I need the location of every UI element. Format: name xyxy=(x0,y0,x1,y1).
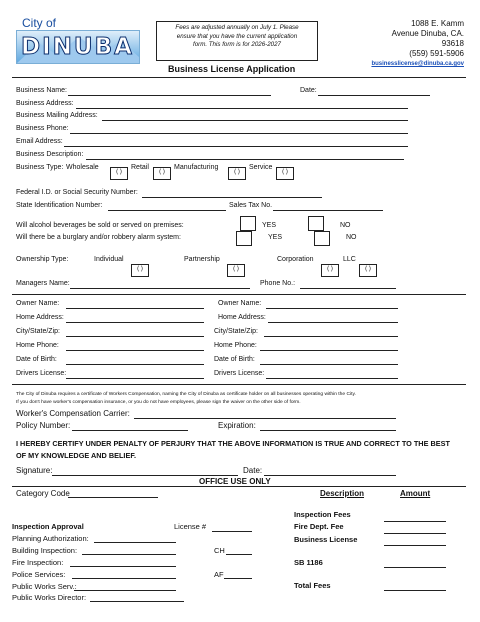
owner2-dob-field[interactable] xyxy=(260,364,398,365)
fee-notice-line: form. This form is for 2026-2027 xyxy=(192,41,282,48)
office-use-title: OFFICE USE ONLY xyxy=(199,477,271,486)
ownership-corporation-label: Corporation xyxy=(277,256,314,263)
ownership-partnership-label: Partnership xyxy=(184,256,220,263)
page-title: Business License Application xyxy=(168,64,296,74)
amount-header: Amount xyxy=(400,489,431,498)
signature-date-label: Date: xyxy=(243,466,263,475)
sb-1186-amount[interactable] xyxy=(384,567,446,568)
workers-comp-notice-line: The City of Dinuba requires a certificate of Workers Compensation, naming the City of Dinuba as certificate holder on all businesses operating within the City. xyxy=(16,392,356,397)
type-manufacturing-label: Manufacturing xyxy=(174,164,219,171)
business-description-field[interactable] xyxy=(86,159,404,160)
certification-line: OF MY KNOWLEDGE AND BELIEF. xyxy=(16,451,136,460)
alcohol-yes-checkbox[interactable] xyxy=(240,216,256,231)
police-services-label: Police Services: xyxy=(12,570,66,579)
owner2-city-state-zip-label: City/State/Zip: xyxy=(214,328,258,335)
fire-inspection-field[interactable] xyxy=(70,566,176,567)
owner1-city-state-zip-field[interactable] xyxy=(66,336,204,337)
public-works-director-field[interactable] xyxy=(90,601,184,602)
email-address-label: Email Address: xyxy=(16,138,63,145)
logo-city-text: City of xyxy=(22,16,57,30)
certification-statement xyxy=(16,438,450,462)
ownership-corporation-checkbox[interactable]: ( ) xyxy=(321,264,339,277)
type-service-checkbox[interactable]: ( ) xyxy=(276,167,294,180)
date-field[interactable] xyxy=(318,95,430,96)
type-service-label: Service xyxy=(249,164,273,171)
business-name-field[interactable] xyxy=(68,95,271,96)
planning-authorization-label: Planning Authorization: xyxy=(12,534,89,543)
owner1-home-address-field[interactable] xyxy=(66,322,204,323)
workers-comp-carrier-field[interactable] xyxy=(134,418,396,419)
federal-id-field[interactable] xyxy=(142,197,322,198)
alarm-yes-label: YES xyxy=(268,234,283,241)
alcohol-no-label: NO xyxy=(340,222,351,229)
owner1-home-address-label: Home Address: xyxy=(16,314,64,321)
sales-tax-label: Sales Tax No. xyxy=(229,202,273,209)
ch-field[interactable] xyxy=(226,554,252,555)
business-phone-field[interactable] xyxy=(70,133,408,134)
ownership-type-label: Ownership Type: xyxy=(16,256,69,263)
owner2-city-state-zip-field[interactable] xyxy=(264,336,398,337)
state-id-field[interactable] xyxy=(108,210,226,211)
federal-id-label: Federal I.D. or Social Security Number: xyxy=(16,189,138,196)
email-link[interactable]: businesslicense@dinuba.ca.gov xyxy=(371,61,464,67)
sales-tax-field[interactable] xyxy=(273,210,383,211)
description-header: Description xyxy=(320,489,365,498)
type-manufacturing-checkbox[interactable]: ( ) xyxy=(228,167,246,180)
workers-comp-notice-line: If you don't have worker's compensation insurance, or you do not have employees, please sign the waiver on the other side of form. xyxy=(16,400,301,405)
managers-phone-label: Phone No.: xyxy=(260,280,296,287)
owner2-name-field[interactable] xyxy=(266,308,398,309)
mailing-address-label: Business Mailing Address: xyxy=(16,112,98,119)
public-works-serv-label: Public Works Serv.: xyxy=(12,582,77,591)
license-number-field[interactable] xyxy=(212,531,252,532)
af-label: AF xyxy=(214,570,224,579)
section-divider xyxy=(12,294,466,295)
fire-dept-fee-label: Fire Dept. Fee xyxy=(294,522,344,531)
alcohol-no-checkbox[interactable] xyxy=(308,216,324,231)
email-address-field[interactable] xyxy=(64,146,408,147)
police-services-field[interactable] xyxy=(72,578,176,579)
date-label: Date: xyxy=(300,87,317,94)
business-address-field[interactable] xyxy=(76,108,408,109)
section-divider xyxy=(12,384,466,385)
inspection-fees-amount[interactable] xyxy=(384,521,446,522)
owner2-dob-label: Date of Birth: xyxy=(214,356,255,363)
owner1-home-phone-field[interactable] xyxy=(66,350,204,351)
owner1-drivers-license-field[interactable] xyxy=(66,378,204,379)
city-logo xyxy=(16,30,140,64)
planning-authorization-field[interactable] xyxy=(94,542,176,543)
address-line: 93618 xyxy=(441,39,464,48)
fee-notice-line: Fees are adjusted annually on July 1. Please xyxy=(175,24,299,31)
business-license-fee-amount[interactable] xyxy=(384,545,446,546)
signature-date-field[interactable] xyxy=(264,475,396,476)
total-fees-amount[interactable] xyxy=(384,590,446,591)
expiration-label: Expiration: xyxy=(218,421,256,430)
logo-name: DINUBA xyxy=(21,34,134,60)
license-number-label: License # xyxy=(174,522,207,531)
alarm-yes-checkbox[interactable] xyxy=(236,231,252,246)
owner1-name-field[interactable] xyxy=(66,308,204,309)
certification-line: I HEREBY CERTIFY UNDER PENALTY OF PERJURY THAT THE ABOVE INFORMATION IS TRUE AND CORRECT TO THE BEST xyxy=(16,439,450,448)
alarm-no-label: NO xyxy=(346,234,357,241)
owner1-drivers-license-label: Drivers License: xyxy=(16,370,67,377)
business-description-label: Business Description: xyxy=(16,151,84,158)
signature-label: Signature: xyxy=(16,466,53,475)
public-works-serv-field[interactable] xyxy=(74,590,176,591)
address-line: 1088 E. Kamm xyxy=(411,19,464,28)
alarm-no-checkbox[interactable] xyxy=(314,231,330,246)
owner1-home-phone-label: Home Phone: xyxy=(16,342,59,349)
af-field[interactable] xyxy=(224,578,252,579)
mailing-address-field[interactable] xyxy=(102,120,408,121)
signature-field[interactable] xyxy=(52,475,238,476)
owner2-home-phone-label: Home Phone: xyxy=(214,342,257,349)
business-name-label: Business Name: xyxy=(16,87,67,94)
business-type-label: Business Type: xyxy=(16,164,64,171)
type-retail-label: Retail xyxy=(131,164,149,171)
owner2-drivers-license-field[interactable] xyxy=(266,378,398,379)
state-id-label: State Identification Number: xyxy=(16,202,103,209)
owner1-dob-field[interactable] xyxy=(66,364,204,365)
building-inspection-label: Building Inspection: xyxy=(12,546,78,555)
workers-comp-notice xyxy=(16,391,356,407)
city-address xyxy=(371,19,464,69)
owner2-home-phone-field[interactable] xyxy=(260,350,398,351)
managers-name-field[interactable] xyxy=(70,288,250,289)
public-works-director-label: Public Works Director: xyxy=(12,593,87,602)
owner1-dob-label: Date of Birth: xyxy=(16,356,57,363)
category-code-label: Category Code xyxy=(16,489,70,498)
workers-comp-carrier-label: Worker's Compensation Carrier: xyxy=(16,409,130,418)
inspection-approval-label: Inspection Approval xyxy=(12,522,84,531)
owner1-city-state-zip-label: City/State/Zip: xyxy=(16,328,60,335)
business-phone-label: Business Phone: xyxy=(16,125,69,132)
type-retail-checkbox[interactable]: ( ) xyxy=(153,167,171,180)
owner2-name-label: Owner Name: xyxy=(218,300,262,307)
policy-number-field[interactable] xyxy=(72,430,188,431)
fire-inspection-label: Fire Inspection: xyxy=(12,558,64,567)
ownership-llc-checkbox[interactable]: ( ) xyxy=(359,264,377,277)
ownership-partnership-checkbox[interactable]: ( ) xyxy=(227,264,245,277)
ownership-individual-label: Individual xyxy=(94,256,124,263)
business-address-label: Business Address: xyxy=(16,100,74,107)
office-divider xyxy=(12,486,466,487)
fee-notice-box xyxy=(156,21,318,61)
header-divider xyxy=(12,77,466,78)
alarm-question: Will there be a burglary and/or robbery alarm system: xyxy=(16,234,181,241)
building-inspection-field[interactable] xyxy=(82,554,176,555)
ownership-individual-checkbox[interactable]: ( ) xyxy=(131,264,149,277)
owner2-home-address-field[interactable] xyxy=(268,322,398,323)
sb-1186-label: SB 1186 xyxy=(294,558,323,567)
category-code-field[interactable] xyxy=(68,497,158,498)
inspection-fees-label: Inspection Fees xyxy=(294,510,351,519)
owner2-home-address-label: Home Address: xyxy=(218,314,266,321)
ch-label: CH xyxy=(214,546,225,555)
phone-line: (559) 591-5906 xyxy=(409,49,464,58)
fire-dept-fee-amount[interactable] xyxy=(384,533,446,534)
managers-phone-field[interactable] xyxy=(300,288,396,289)
ownership-llc-label: LLC xyxy=(343,256,356,263)
alcohol-yes-label: YES xyxy=(262,222,277,229)
address-line: Avenue Dinuba, CA. xyxy=(391,29,464,38)
managers-name-label: Managers Name: xyxy=(16,280,70,287)
total-fees-label: Total Fees xyxy=(294,581,331,590)
fee-notice-line: ensure that you have the current application xyxy=(176,32,298,40)
type-wholesale-label: Wholesale xyxy=(66,164,99,171)
alcohol-question: Will alcohol beverages be sold or served on premises: xyxy=(16,222,184,229)
owner2-drivers-license-label: Drivers License: xyxy=(214,370,265,377)
type-wholesale-checkbox[interactable]: ( ) xyxy=(110,167,128,180)
policy-number-label: Policy Number: xyxy=(16,421,71,430)
expiration-field[interactable] xyxy=(260,430,396,431)
business-license-fee-label: Business License xyxy=(294,535,358,544)
owner1-name-label: Owner Name: xyxy=(16,300,60,307)
